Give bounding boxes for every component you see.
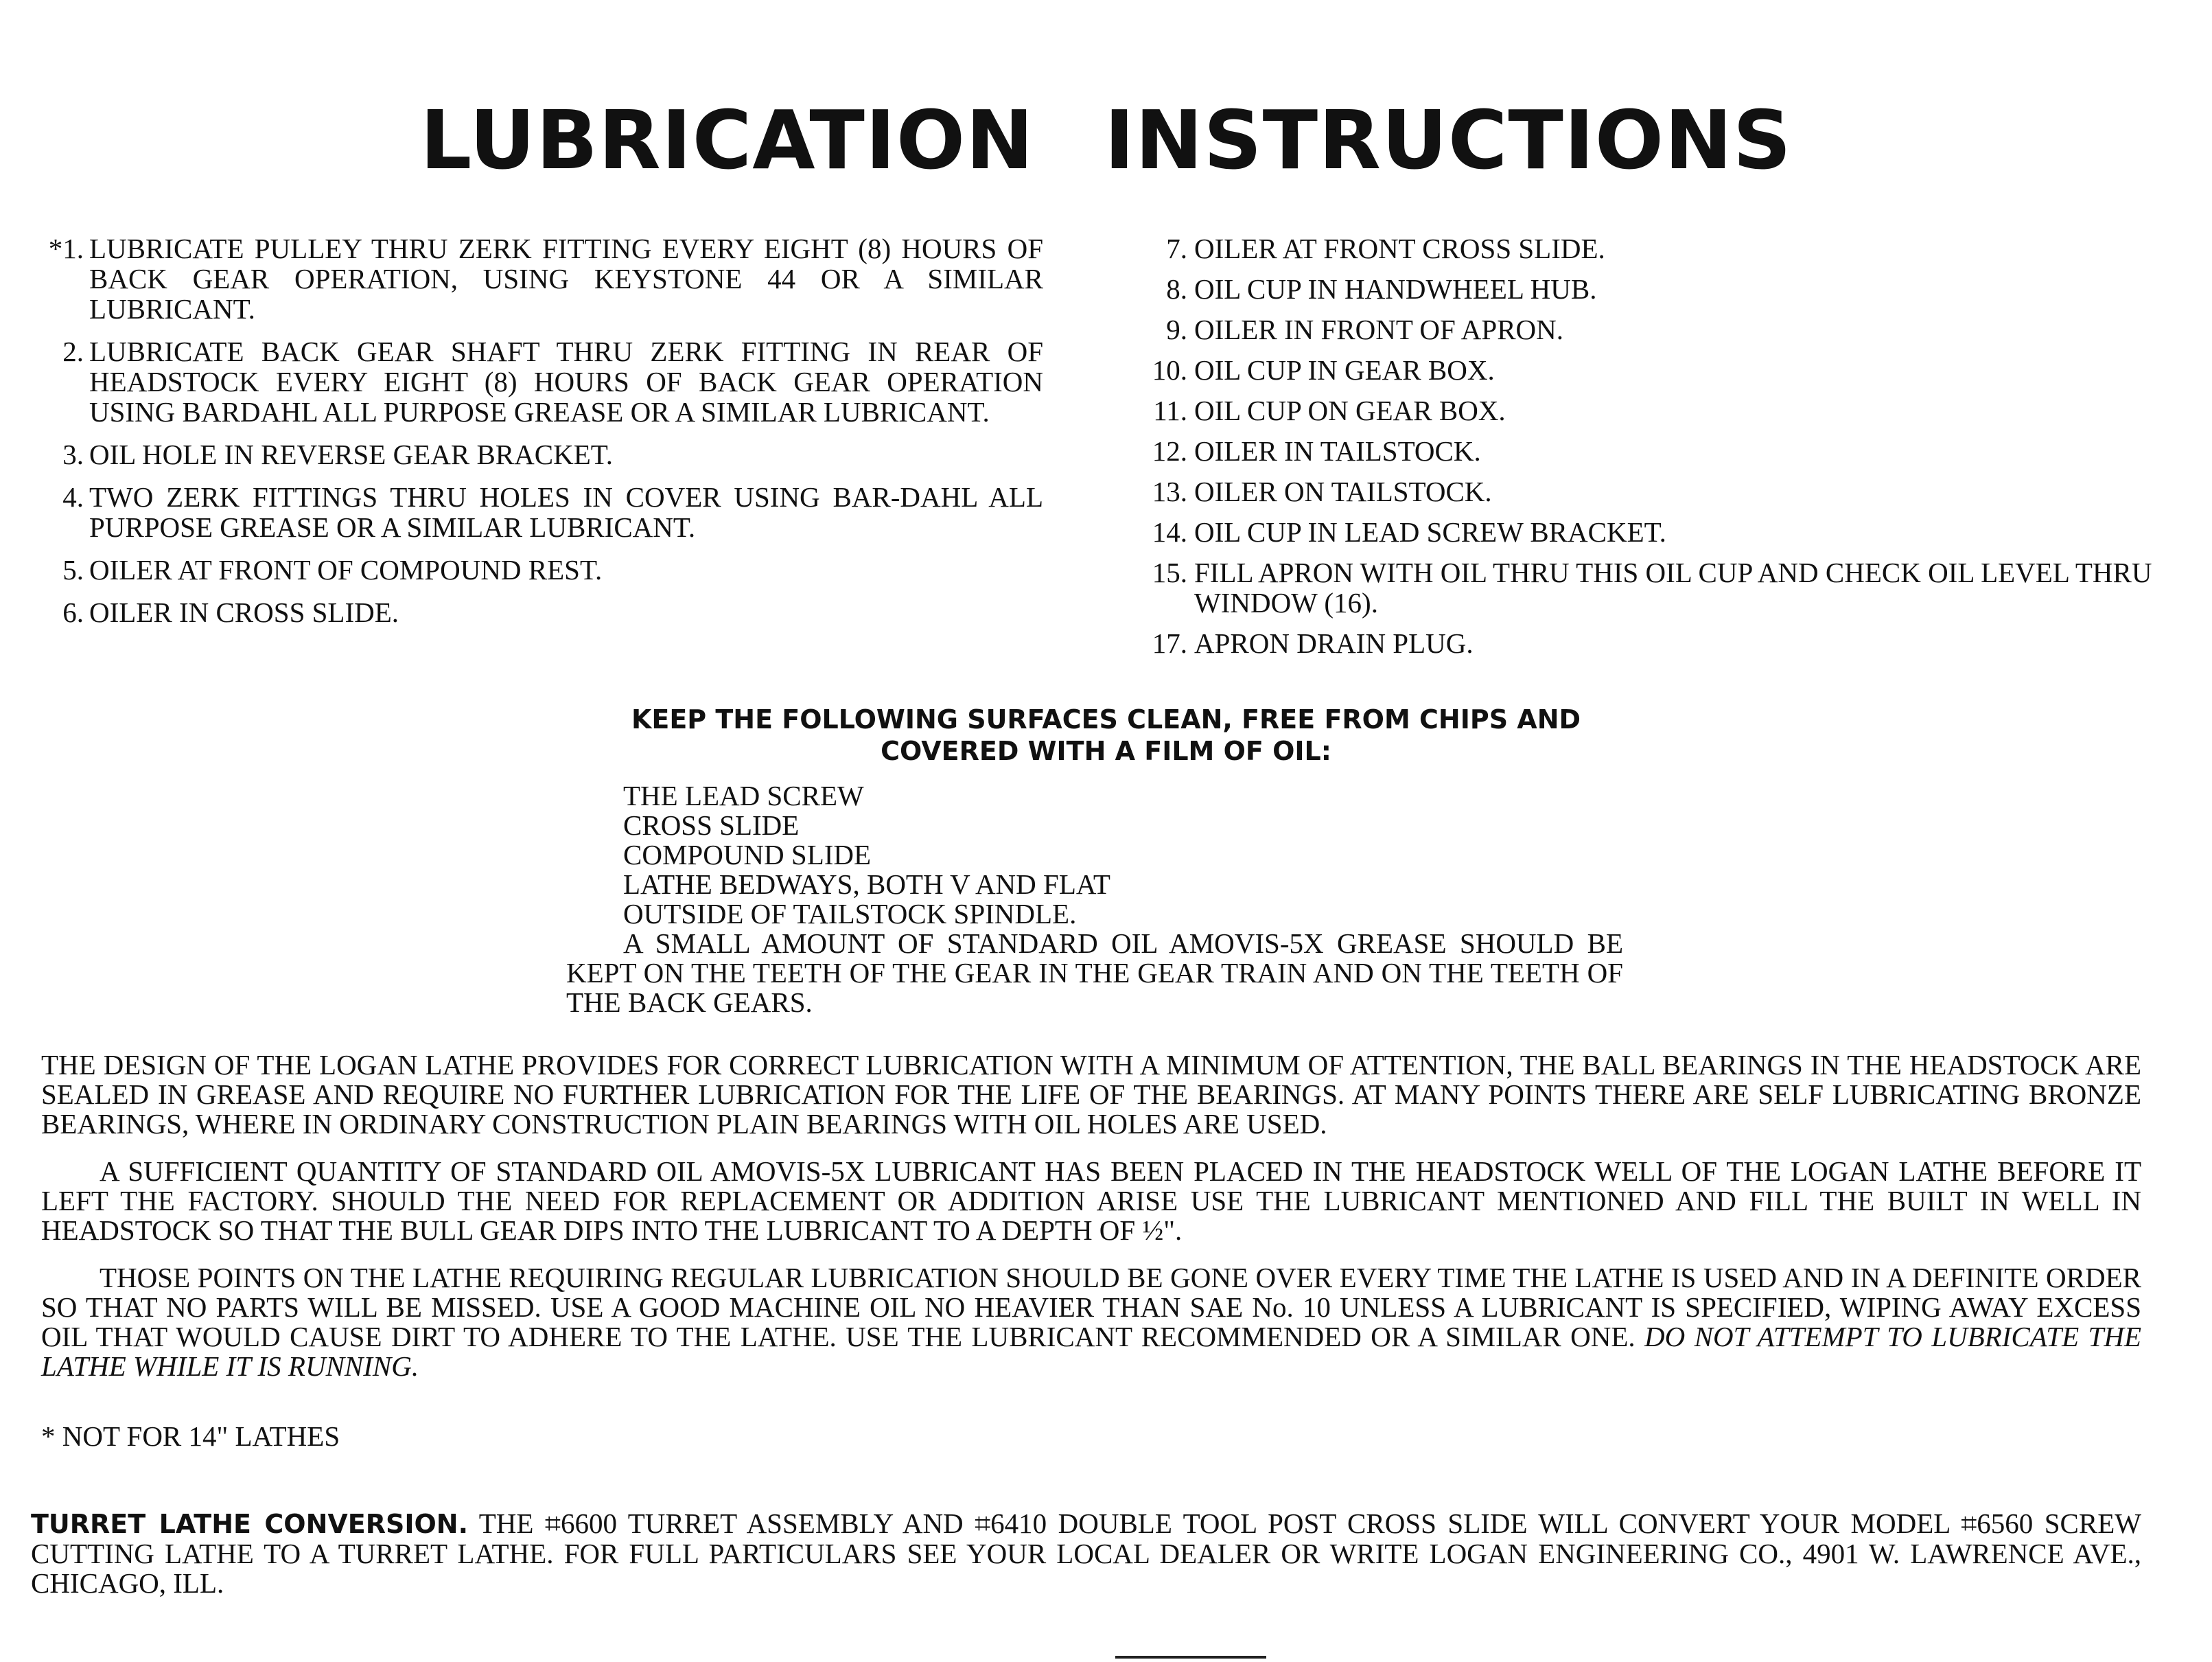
list-item — [1139, 314, 2155, 345]
item-number: 4. — [62, 481, 84, 513]
list-item — [1139, 355, 2155, 385]
item-number: 2. — [62, 336, 84, 367]
list-item — [1139, 557, 2155, 618]
turret-text: THE ⌗6600 TURRET ASSEMBLY AND ⌗6410 DOUBLE TOOL POST CROSS SLIDE WILL CONVERT YOUR MODEL ⌗6560 SCREW CUTTING LATHE TO A TURRET LATHE. FOR FULL PARTICULARS SEE YOUR LOCAL DEALER OR WRITE LOGAN ENGINEERING CO., 4901 W. LAWRENCE AVE., CHICAGO, ILL. — [31, 1508, 2141, 1599]
item-text: OIL CUP IN LEAD SCREW BRACKET. — [1194, 516, 1666, 548]
footnote: * NOT FOR 14" LATHES — [41, 1420, 340, 1452]
surface-item: LATHE BEDWAYS, BOTH V AND FLAT — [623, 868, 1110, 900]
item-text: OIL CUP IN GEAR BOX. — [1194, 354, 1495, 386]
list-item — [41, 439, 1043, 470]
keep-clean-heading — [0, 704, 2212, 767]
surface-item: OUTSIDE OF TAILSTOCK SPINDLE. — [623, 898, 1077, 930]
item-number: 6. — [62, 597, 84, 628]
body-paragraphs — [41, 1050, 2141, 1399]
page-title: LUBRICATION INSTRUCTIONS — [420, 93, 1792, 187]
item-text: OIL HOLE IN REVERSE GEAR BRACKET. — [89, 439, 614, 470]
item-number: 3. — [62, 439, 84, 470]
item-text: LUBRICATE PULLEY THRU ZERK FITTING EVERY EIGHT (8) HOURS OF BACK GEAR OPERATION, USING KEYSTONE 44 OR A SIMILAR LUBRICANT. — [89, 233, 1043, 325]
regular-lubrication-paragraph — [41, 1263, 2141, 1381]
list-item — [1139, 233, 2155, 264]
item-text: TWO ZERK FITTINGS THRU HOLES IN COVER USING BAR-DAHL ALL PURPOSE GREASE OR A SIMILAR LUBRICANT. — [89, 481, 1043, 543]
list-item — [1139, 274, 2155, 304]
item-number: 5. — [62, 554, 84, 586]
item-number: 7. — [1166, 233, 1187, 264]
item-text: OILER ON TAILSTOCK. — [1194, 476, 1492, 507]
item-text: OIL CUP ON GEAR BOX. — [1194, 395, 1506, 426]
item-number: 11. — [1153, 395, 1187, 426]
item-text: OIL CUP IN HANDWHEEL HUB. — [1194, 273, 1597, 305]
list-item — [1139, 395, 2155, 426]
item-number: 9. — [1166, 314, 1187, 345]
list-item — [41, 597, 1043, 627]
list-item — [1139, 436, 2155, 466]
surface-item: THE LEAD SCREW — [623, 780, 864, 811]
surface-item: COMPOUND SLIDE — [623, 839, 872, 870]
item-text: OILER AT FRONT OF COMPOUND REST. — [89, 554, 603, 586]
regular-lubrication-text: THOSE POINTS ON THE LATHE REQUIRING REGULAR LUBRICATION SHOULD BE GONE OVER EVERY TIME THE LATHE IS USED AND IN A DEFINITE ORDER SO THAT NO PARTS WILL BE MISSED. USE A GOOD MACHINE OIL NO HEAVIER THAN SAE No. 10 UNLESS A LUBRICANT IS SPECIFIED, WIPING AWAY EXCESS OIL THAT WOULD CAUSE DIRT TO ADHERE TO THE LATHE. USE THE LUBRICANT RECOMMENDED OR A SIMILAR ONE. — [41, 1262, 2141, 1352]
item-text: OILER IN CROSS SLIDE. — [89, 597, 399, 628]
design-paragraph: THE DESIGN OF THE LOGAN LATHE PROVIDES FOR CORRECT LUBRICATION WITH A MINIMUM OF ATTENTION, THE BALL BEARINGS IN THE HEADSTOCK ARE SEALED IN GREASE AND REQUIRE NO FURTHER LUBRICATION FOR THE LIFE OF THE BEARINGS. AT MANY POINTS THERE ARE SELF LUBRICATING BRONZE BEARINGS, WHERE IN ORDINARY CONSTRUCTION PLAIN BEARINGS WITH OIL HOLES ARE USED. — [41, 1049, 2141, 1140]
surface-item: CROSS SLIDE — [623, 809, 800, 841]
item-text: OILER IN TAILSTOCK. — [1194, 435, 1481, 467]
list-item — [1139, 517, 2155, 547]
item-number: 14. — [1152, 516, 1187, 548]
turret-conversion-note — [31, 1509, 2141, 1598]
item-text: OILER IN FRONT OF APRON. — [1194, 314, 1564, 345]
list-item — [41, 336, 1043, 427]
surfaces-list — [623, 781, 1110, 929]
turret-label: TURRET LATHE CONVERSION. — [31, 1509, 469, 1539]
item-text: LUBRICATE BACK GEAR SHAFT THRU ZERK FITTING IN REAR OF HEADSTOCK EVERY EIGHT (8) HOURS OF BACK GEAR OPERATION USING BARDAHL ALL PURPOSE GREASE OR A SIMILAR LUBRICANT. — [89, 336, 1043, 428]
item-number: *1. — [48, 233, 84, 264]
item-number: 10. — [1152, 354, 1187, 386]
item-number: 8. — [1166, 273, 1187, 305]
lubricant-paragraph: A SUFFICIENT QUANTITY OF STANDARD OIL AMOVIS-5X LUBRICANT HAS BEEN PLACED IN THE HEADSTOCK WELL OF THE LOGAN LATHE BEFORE IT LEFT THE FACTORY. SHOULD THE NEED FOR REPLACEMENT OR ADDITION ARISE USE THE LUBRICANT MENTIONED AND FILL THE BUILT IN WELL IN HEADSTOCK SO THAT THE BULL GEAR DIPS INTO THE LUBRICANT TO A DEPTH OF ½". — [41, 1155, 2141, 1246]
item-text: OILER AT FRONT CROSS SLIDE. — [1194, 233, 1605, 264]
item-text: APRON DRAIN PLUG. — [1194, 627, 1474, 659]
keep-heading-line: COVERED WITH A FILM OF OIL: — [881, 736, 1331, 766]
keep-heading-line: KEEP THE FOLLOWING SURFACES CLEAN, FREE FROM CHIPS AND — [631, 704, 1581, 735]
list-item — [41, 482, 1043, 542]
item-number: 17. — [1152, 627, 1187, 659]
list-item — [41, 233, 1043, 324]
warning-text: DO NOT ATTEMPT TO LUBRICATE THE LATHE WHILE IT IS RUNNING. — [41, 1321, 2142, 1382]
right-instruction-list — [1139, 233, 2155, 669]
item-number: 12. — [1152, 435, 1187, 467]
bottom-rule — [1115, 1656, 1266, 1659]
left-instruction-list — [41, 233, 1043, 640]
list-item — [1139, 628, 2155, 658]
item-text: FILL APRON WITH OIL THRU THIS OIL CUP AND CHECK OIL LEVEL THRU WINDOW (16). — [1194, 557, 2152, 619]
item-number: 15. — [1152, 557, 1187, 588]
list-item — [41, 555, 1043, 585]
grease-note: A SMALL AMOUNT OF STANDARD OIL AMOVIS-5X GREASE SHOULD BE KEPT ON THE TEETH OF THE GEAR IN THE GEAR TRAIN AND ON THE TEETH OF THE BACK GEARS. — [566, 927, 1623, 1018]
item-number: 13. — [1152, 476, 1187, 507]
list-item — [1139, 476, 2155, 507]
